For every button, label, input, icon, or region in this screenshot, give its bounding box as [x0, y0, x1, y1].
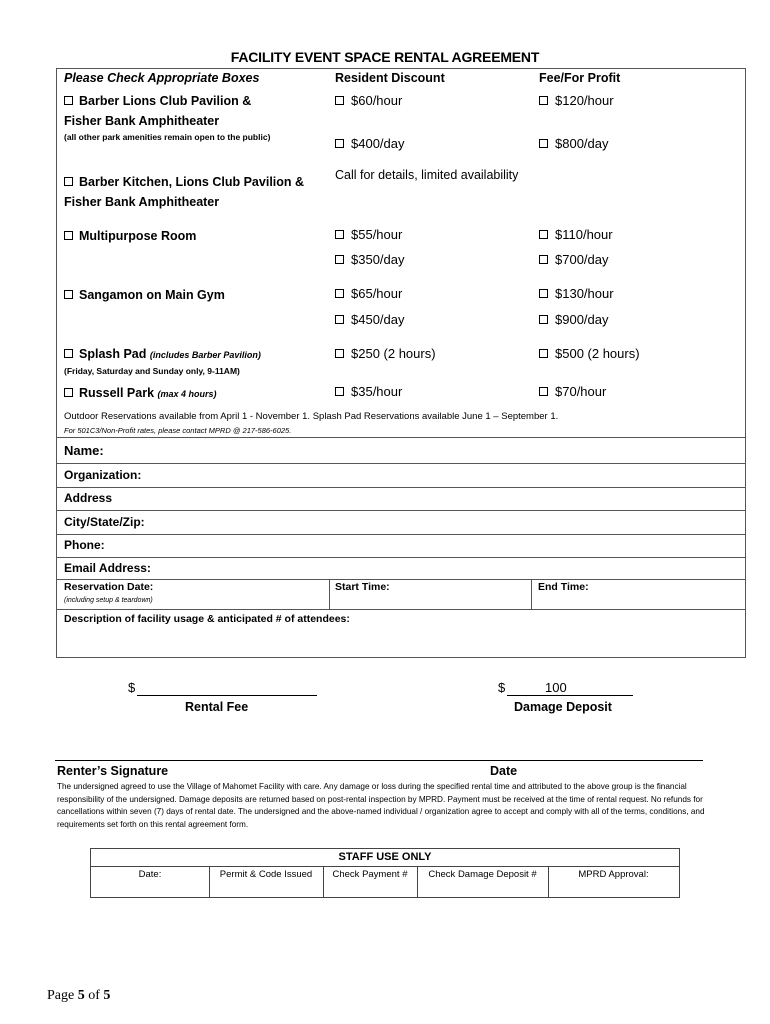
- checkbox[interactable]: [539, 289, 548, 298]
- facility-splash-pad[interactable]: Splash Pad (includes Barber Pavilion): [64, 344, 261, 365]
- option-resident-day[interactable]: $350/day: [335, 252, 405, 267]
- checkbox[interactable]: [64, 177, 73, 186]
- option-resident-day[interactable]: $400/day: [335, 136, 405, 151]
- checkbox[interactable]: [539, 387, 548, 396]
- divider: [56, 557, 746, 558]
- checkbox[interactable]: [64, 290, 73, 299]
- option-profit-day[interactable]: $700/day: [539, 252, 609, 267]
- checkbox[interactable]: [539, 96, 548, 105]
- name-field[interactable]: Name:: [64, 443, 104, 458]
- checkbox[interactable]: [64, 349, 73, 358]
- facility-barber-lions-pavilion[interactable]: Barber Lions Club Pavilion & Fisher Bank Amphitheater: [64, 94, 252, 128]
- phone-field[interactable]: Phone:: [64, 538, 105, 552]
- divider: [56, 510, 746, 511]
- divider: [56, 463, 746, 464]
- option-resident-hour[interactable]: $35/hour: [335, 384, 402, 399]
- divider: [531, 579, 532, 609]
- damage-deposit-label: Damage Deposit: [514, 700, 612, 714]
- rental-fee-label: Rental Fee: [185, 700, 249, 714]
- damage-deposit-input[interactable]: 100: [507, 680, 633, 696]
- divider: [56, 534, 746, 535]
- facility-sangamon-gym[interactable]: Sangamon on Main Gym: [64, 285, 225, 305]
- checkbox[interactable]: [539, 255, 548, 264]
- email-field[interactable]: Email Address:: [64, 561, 151, 575]
- checkbox[interactable]: [335, 255, 344, 264]
- staff-check-payment-cell[interactable]: Check Payment #: [332, 869, 408, 880]
- checkbox[interactable]: [335, 139, 344, 148]
- rental-fee-symbol: $: [128, 680, 136, 695]
- option-resident-day[interactable]: $450/day: [335, 312, 405, 327]
- renter-signature-label: Renter’s Signature: [57, 764, 169, 778]
- terms-paragraph: The undersigned agreed to use the Village of Mahomet Facility with care. Any damage or loss during the specified rental time and attributed to the above group is the financial responsibility of the undersigned. Damage deposits are returned based on post-rental inspection by MPRD. Payment must be received at the time of rental request. No refunds for cancellations within seven (7) days of rental date. The undersigned and the above-named individual / organization agree to accept and comply with all of the terms, conditions, and requirements set forth on this rental agreement form.: [57, 782, 705, 829]
- checkbox[interactable]: [335, 315, 344, 324]
- checkbox[interactable]: [335, 387, 344, 396]
- facility-barber-kitchen[interactable]: Barber Kitchen, Lions Club Pavilion & Fisher Bank Amphitheater: [64, 175, 305, 209]
- option-resident-hour[interactable]: $55/hour: [335, 227, 402, 242]
- staff-use-title: STAFF USE ONLY: [338, 851, 432, 863]
- checkbox[interactable]: [335, 289, 344, 298]
- facility-multipurpose-room[interactable]: Multipurpose Room: [64, 226, 196, 246]
- divider: [329, 579, 330, 609]
- option-profit-day[interactable]: $800/day: [539, 136, 609, 151]
- facility-note: (Friday, Saturday and Sunday only, 9-11AM): [64, 366, 240, 376]
- checkbox[interactable]: [539, 139, 548, 148]
- checkbox[interactable]: [335, 349, 344, 358]
- call-for-details: Call for details, limited availability: [335, 168, 519, 182]
- option-resident-2hours[interactable]: $250 (2 hours): [335, 346, 436, 361]
- reservation-date-field[interactable]: Reservation Date:: [64, 581, 154, 593]
- header-fee-for-profit: Fee/For Profit: [539, 71, 621, 85]
- staff-date-cell[interactable]: Date:: [138, 869, 162, 880]
- header-check-boxes: Please Check Appropriate Boxes: [64, 71, 260, 85]
- option-profit-hour[interactable]: $130/hour: [539, 286, 614, 301]
- checkbox[interactable]: [539, 230, 548, 239]
- facility-russell-park[interactable]: Russell Park (max 4 hours): [64, 383, 217, 404]
- staff-permit-cell[interactable]: Permit & Code Issued: [219, 869, 313, 880]
- address-field[interactable]: Address: [64, 491, 113, 505]
- reservation-date-note: (including setup & teardown): [64, 597, 153, 604]
- checkbox[interactable]: [64, 96, 73, 105]
- option-profit-hour[interactable]: $110/hour: [539, 227, 613, 242]
- end-time-field[interactable]: End Time:: [538, 581, 589, 593]
- signature-date-label: Date: [490, 764, 518, 778]
- damage-deposit-symbol: $: [498, 680, 506, 695]
- header-resident-discount: Resident Discount: [335, 71, 445, 85]
- checkbox[interactable]: [335, 96, 344, 105]
- description-field[interactable]: Description of facility usage & anticipated # of attendees:: [64, 613, 350, 625]
- nonprofit-note: For 501C3/Non-Profit rates, please contact MPRD @ 217-586-6025.: [64, 426, 292, 435]
- start-time-field[interactable]: Start Time:: [335, 581, 390, 593]
- outdoor-reservations-note: Outdoor Reservations available from April 1 - November 1. Splash Pad Reservations available June 1 – September 1.: [64, 411, 559, 422]
- staff-approval-cell[interactable]: MPRD Approval:: [578, 869, 649, 880]
- option-profit-2hours[interactable]: $500 (2 hours): [539, 346, 640, 361]
- option-resident-hour[interactable]: $65/hour: [335, 286, 402, 301]
- divider: [91, 866, 679, 867]
- city-state-zip-field[interactable]: City/State/Zip:: [64, 515, 145, 529]
- rental-fee-input[interactable]: [137, 680, 317, 696]
- divider: [56, 609, 746, 610]
- checkbox[interactable]: [539, 349, 548, 358]
- staff-check-deposit-cell[interactable]: Check Damage Deposit #: [428, 869, 537, 880]
- divider: [56, 437, 746, 438]
- option-profit-hour[interactable]: $70/hour: [539, 384, 606, 399]
- option-profit-day[interactable]: $900/day: [539, 312, 609, 327]
- checkbox[interactable]: [64, 231, 73, 240]
- staff-use-table: [90, 848, 680, 898]
- option-profit-hour[interactable]: $120/hour: [539, 93, 614, 108]
- checkbox[interactable]: [335, 230, 344, 239]
- facility-note: (all other park amenities remain open to the public): [64, 132, 271, 142]
- option-resident-hour[interactable]: $60/hour: [335, 93, 402, 108]
- document-title: FACILITY EVENT SPACE RENTAL AGREEMENT: [230, 49, 540, 65]
- organization-field[interactable]: Organization:: [64, 468, 142, 482]
- divider: [56, 579, 746, 580]
- checkbox[interactable]: [64, 388, 73, 397]
- checkbox[interactable]: [539, 315, 548, 324]
- page-number: Page 5 of 5: [47, 988, 111, 1003]
- signature-line[interactable]: [55, 760, 703, 761]
- divider: [56, 487, 746, 488]
